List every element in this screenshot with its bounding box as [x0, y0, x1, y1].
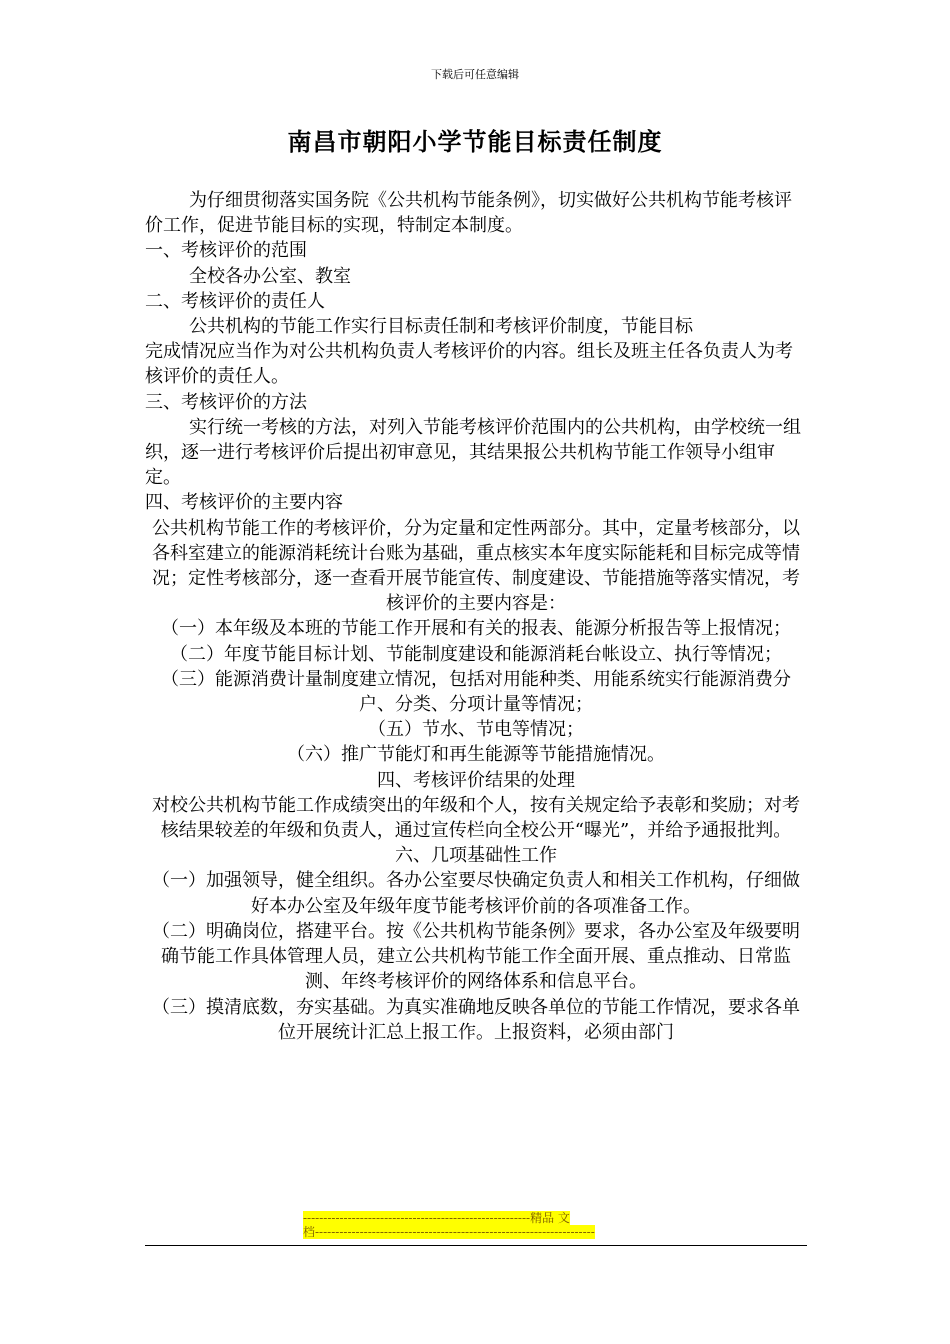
document-body — [145, 188, 807, 1045]
footer-divider — [145, 1245, 807, 1246]
paragraph: 三、考核评价的方法 — [145, 391, 307, 413]
paragraph: 四、考核评价的主要内容 — [145, 492, 343, 514]
paragraph: 完成情况应当作为对公共机构负责人考核评价的内容。组长及班主任各负责人为考核评价的责任人。 — [145, 341, 793, 388]
paragraph: （二）年度节能目标计划、节能制度建设和能源消耗台帐设立、执行等情况； — [170, 643, 782, 665]
paragraph: 公共机构的节能工作实行目标责任制和考核评价制度，节能目标 — [189, 316, 693, 338]
paragraph: （三）能源消费计量制度建立情况，包括对用能种类、用能系统实行能源消费分户、分类、分项计量等情况； — [161, 668, 791, 716]
paragraph: 对校公共机构节能工作成绩突出的年级和个人，按有关规定给予表彰和奖励；对考核结果较差的年级和负责人，通过宣传栏向全校公开“曝光”，并给予通报批判。 — [152, 794, 800, 842]
paragraph: 实行统一考核的方法，对列入节能考核评价范围内的公共机构，由学校统一组织，逐一进行考核评价后提出初审意见，其结果报公共机构节能工作领导小组审定。 — [145, 416, 801, 489]
footer-watermark — [303, 1211, 648, 1239]
document-title: 南昌市朝阳小学节能目标责任制度 — [287, 128, 663, 156]
paragraph: 公共机构节能工作的考核评价，分为定量和定性两部分。其中，定量考核部分，以各科室建立的能源消耗统计台账为基础，重点核实本年度实际能耗和目标完成等情况；定性考核部分，逐一查看开展节能宣传、制度建设、节能措施等落实情况，考核评价的主要内容是： — [152, 517, 800, 615]
paragraph: 六、几项基础性工作 — [395, 845, 557, 867]
paragraph: （三）摸清底数，夯实基础。为真实准确地反映各单位的节能工作情况，要求各单位开展统计汇总上报工作。上报资料，必须由部门 — [152, 996, 800, 1043]
paragraph: （二）明确岗位，搭建平台。按《公共机构节能条例》要求，各办公室及年级要明确节能工作具体管理人员，建立公共机构节能工作全面开展、重点推动、日常监测、年终考核评价的网络体系和信息平台。 — [152, 920, 800, 993]
paragraph: （六）推广节能灯和再生能源等节能措施情况。 — [287, 744, 665, 766]
paragraph: （一）本年级及本班的节能工作开展和有关的报表、能源分析报告等上报情况； — [161, 618, 791, 640]
paragraph: 二、考核评价的责任人 — [145, 290, 325, 312]
paragraph: 一、考核评价的范围 — [145, 240, 307, 262]
paragraph: （一）加强领导，健全组织。各办公室要尽快确定负责人和相关工作机构，仔细做好本办公室及年级年度节能考核评价前的各项准备工作。 — [152, 870, 800, 917]
header-note: 下载后可任意编辑 — [431, 68, 519, 81]
footer-line-1: --------------------------------------------------------精品 文 — [303, 1211, 570, 1225]
paragraph: 为仔细贯彻落实国务院《公共机构节能条例》，切实做好公共机构节能考核评价工作，促进节能目标的实现，特制定本制度。 — [145, 190, 792, 237]
paragraph: （五）节水、节电等情况； — [368, 719, 584, 741]
footer-line-2: 档--------------------------------------------------------------------- — [303, 1225, 595, 1239]
paragraph: 四、考核评价结果的处理 — [377, 769, 575, 791]
paragraph: 全校各办公室、教室 — [189, 265, 351, 287]
